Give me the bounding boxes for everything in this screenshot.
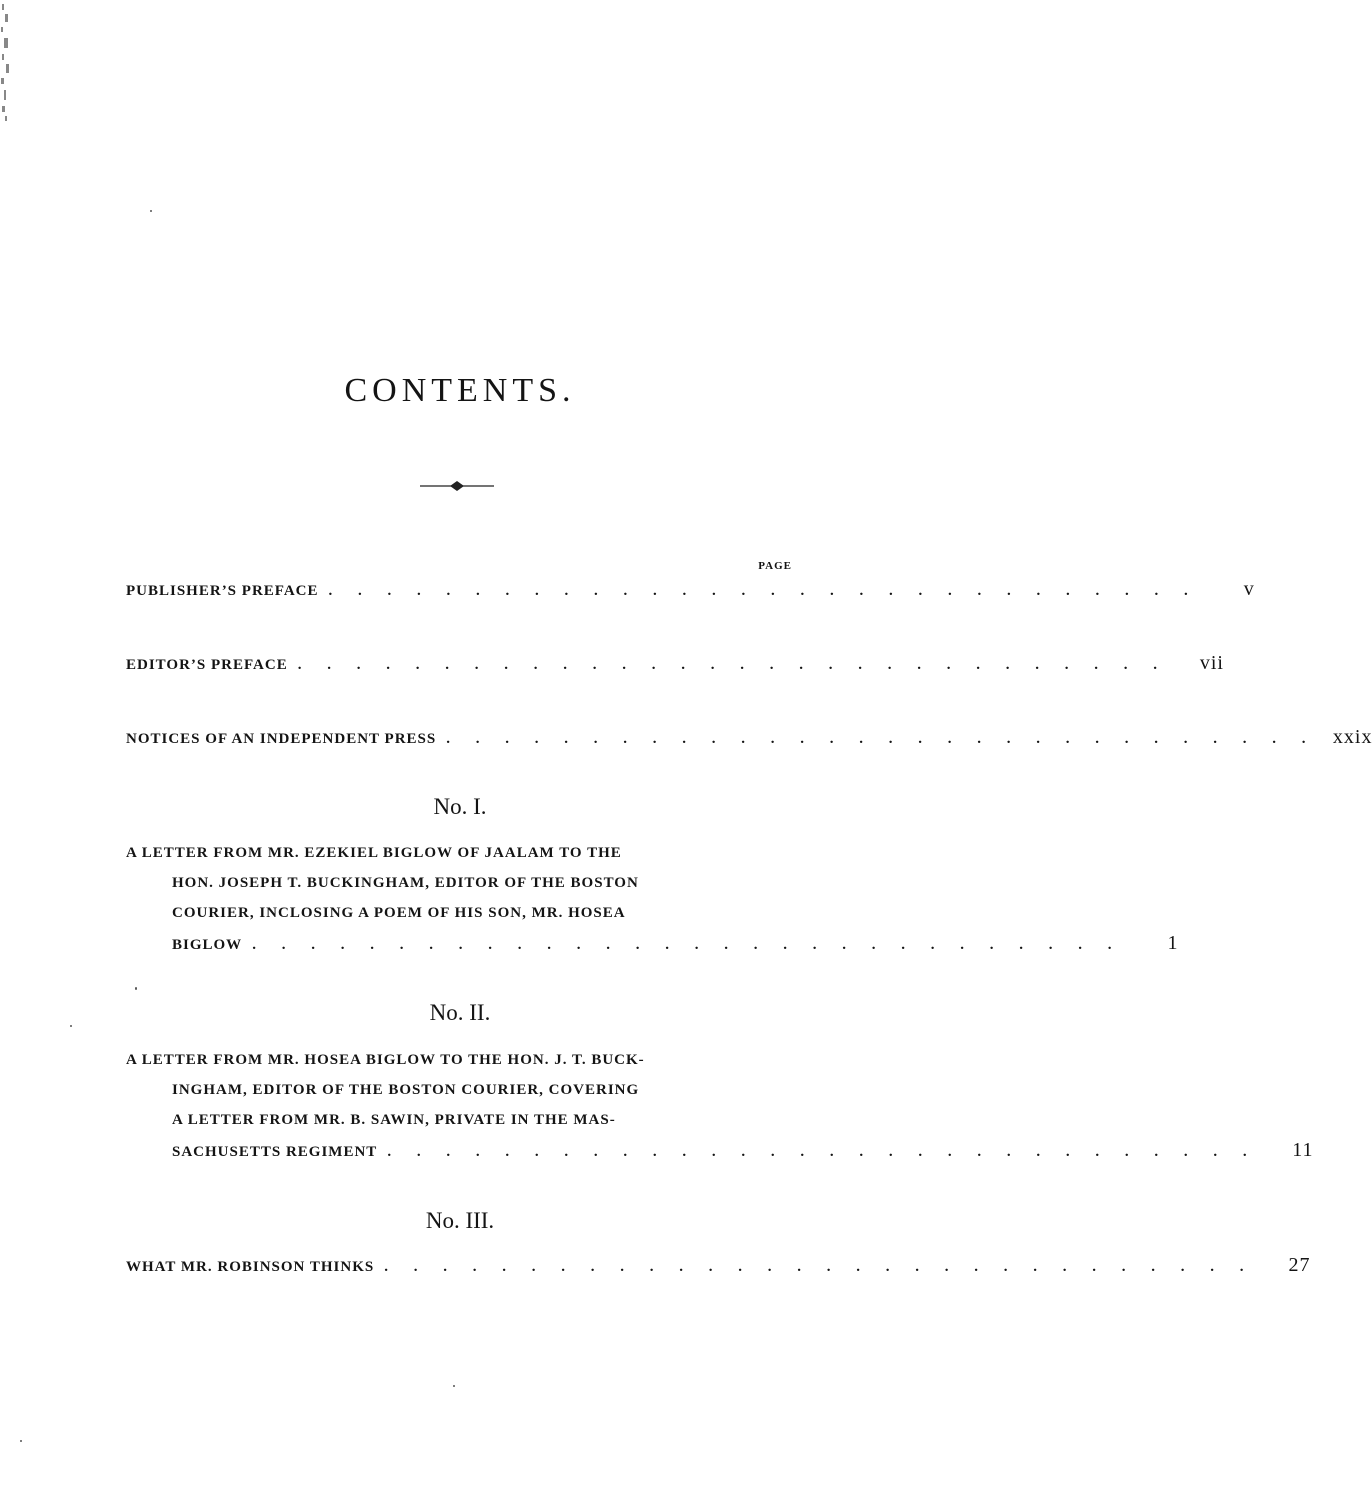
- divider-ornament-icon: [420, 478, 494, 494]
- toc-entry-editors-preface: [126, 648, 1224, 680]
- scan-speck: [150, 210, 152, 212]
- page-title: CONTENTS.: [344, 372, 576, 409]
- toc-page-number: 1: [1167, 932, 1179, 954]
- toc-entry-line: A LETTER FROM MR. HOSEA BIGLOW TO THE HON. J. T. BUCK-: [126, 1052, 645, 1068]
- toc-entry-line: [126, 574, 1255, 606]
- toc-entry-no-1: [126, 838, 1179, 960]
- page-column-label: PAGE: [758, 560, 792, 572]
- toc-entry-line: A LETTER FROM MR. EZEKIEL BIGLOW OF JAALAM TO THE: [126, 845, 622, 861]
- toc-page-number: 11: [1292, 1139, 1314, 1161]
- toc-entry-title: NOTICES OF AN INDEPENDENT PRESS: [126, 731, 437, 747]
- toc-entry-no-2: [126, 1045, 1314, 1167]
- leader-dots: . . . . . . . . . . . . . . . . . . . . . . . . . . . . . .: [252, 937, 1123, 953]
- leader-dots: . . . . . . . . . . . . . . . . . . . . . . . . . . . . . .: [384, 1259, 1255, 1275]
- toc-page-number: v: [1243, 578, 1255, 600]
- toc-entry-publishers-preface: [126, 574, 1255, 606]
- leader-dots: . . . . . . . . . . . . . . . . . . . . . . . . . . . . . .: [297, 657, 1168, 673]
- scan-speck: [453, 1385, 455, 1387]
- toc-entry-line: [126, 1250, 1311, 1282]
- leader-dots: . . . . . . . . . . . . . . . . . . . . . . . . . . . . . .: [328, 583, 1199, 599]
- toc-entry-line: HON. JOSEPH T. BUCKINGHAM, EDITOR OF THE BOSTON: [172, 875, 639, 891]
- section-heading-no-2: No. II.: [429, 1000, 491, 1025]
- toc-entry-line: [126, 1135, 1314, 1167]
- toc-entry-line: COURIER, INCLOSING A POEM OF HIS SON, MR. HOSEA: [172, 905, 626, 921]
- scan-speck: [135, 987, 137, 990]
- toc-page-number: vii: [1199, 652, 1224, 674]
- toc-entry-line: A LETTER FROM MR. B. SAWIN, PRIVATE IN THE MAS-: [172, 1112, 616, 1128]
- toc-entry-no-3: [126, 1250, 1311, 1282]
- toc-page-number: 27: [1288, 1254, 1311, 1276]
- leader-dots: . . . . . . . . . . . . . . . . . . . . . . . . . . . . . .: [446, 731, 1317, 747]
- toc-page-number: xxix: [1332, 726, 1372, 748]
- scan-speck: [70, 1025, 72, 1027]
- section-heading-no-3: No. III.: [425, 1208, 495, 1233]
- toc-entry-title: EDITOR’S PREFACE: [126, 657, 288, 673]
- scan-speck: [20, 1440, 22, 1442]
- toc-entry-title: SACHUSETTS REGIMENT: [172, 1144, 378, 1160]
- toc-entry-line: [126, 928, 1179, 960]
- toc-entry-title: BIGLOW: [172, 937, 243, 953]
- toc-entry-title: WHAT MR. ROBINSON THINKS: [126, 1259, 375, 1275]
- leader-dots: . . . . . . . . . . . . . . . . . . . . . . . . . . . . . .: [387, 1144, 1258, 1160]
- toc-entry-notices: [126, 722, 1372, 754]
- scan-edge-marks: [0, 0, 14, 125]
- toc-entry-line: [126, 722, 1372, 754]
- section-heading-no-1: No. I.: [433, 794, 487, 819]
- toc-entry-title: PUBLISHER’S PREFACE: [126, 583, 319, 599]
- toc-entry-line: [126, 648, 1224, 680]
- toc-entry-line: INGHAM, EDITOR OF THE BOSTON COURIER, COVERING: [172, 1082, 640, 1098]
